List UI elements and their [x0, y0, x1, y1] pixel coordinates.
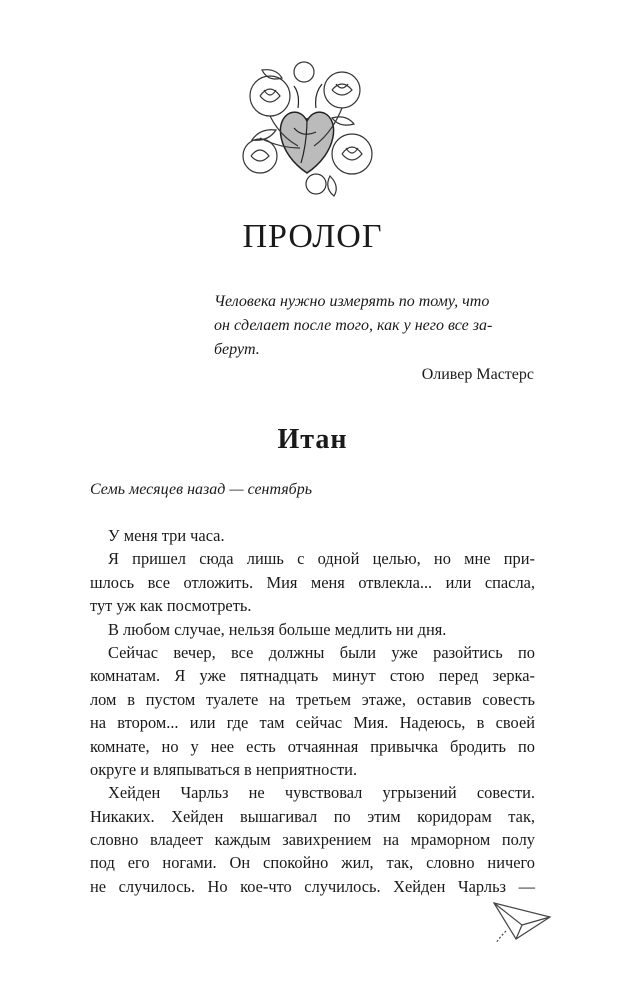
text-line: Сейчас вечер, все должны были уже разойтись по	[108, 642, 535, 662]
text-line: Никаких. Хейден вышагивал по этим коридорам так,	[90, 806, 535, 826]
epigraph-line: он сделает после того, как у него все за-	[214, 317, 493, 334]
epigraph	[214, 290, 534, 362]
epigraph-author: Оливер Мастерс	[421, 366, 534, 383]
epigraph-line: берут.	[214, 341, 260, 358]
text-line: на втором... или где там сейчас Мия. Надеюсь, в своей	[90, 713, 535, 733]
chapter-title: ПРОЛОГ	[242, 218, 383, 255]
text-line: лом в пустом туалете на третьем этаже, оставив совесть	[90, 689, 535, 709]
text-line: словно владеет каждым завихрением на мраморном полу	[90, 830, 535, 850]
text-line: тут уж как посмотреть.	[90, 596, 252, 616]
text-line: не случилось. Но кое-что случилось. Хейден Чарльз —	[90, 876, 535, 896]
text-line: под его ногами. Он спокойно жил, так, словно ничего	[90, 853, 535, 873]
rose-heart-illustration	[232, 58, 382, 198]
pov-heading: Итан	[277, 424, 348, 455]
text-line: шлось все отложить. Мия меня отвлекла... или спасла,	[90, 572, 535, 592]
text-line: В любом случае, нельзя больше медлить ни дня.	[108, 619, 447, 639]
text-line: округе и вляпываться в неприятности.	[90, 759, 358, 779]
text-line: Я пришел сюда лишь с одной целью, но мне при-	[108, 549, 535, 569]
body-text	[90, 524, 535, 898]
timestamp: Семь месяцев назад — сентябрь	[90, 481, 313, 498]
paper-plane-icon	[492, 895, 552, 945]
text-line: комнате, но у нее есть отчаянная привычка бродить по	[90, 736, 535, 756]
text-line: комнатам. Я уже пятнадцать минут стою перед зерка-	[90, 666, 535, 686]
epigraph-line: Человека нужно измерять по тому, что	[214, 293, 490, 310]
text-line: У меня три часа.	[108, 526, 225, 545]
text-line: Хейден Чарльз не чувствовал угрызений совести.	[108, 783, 535, 803]
